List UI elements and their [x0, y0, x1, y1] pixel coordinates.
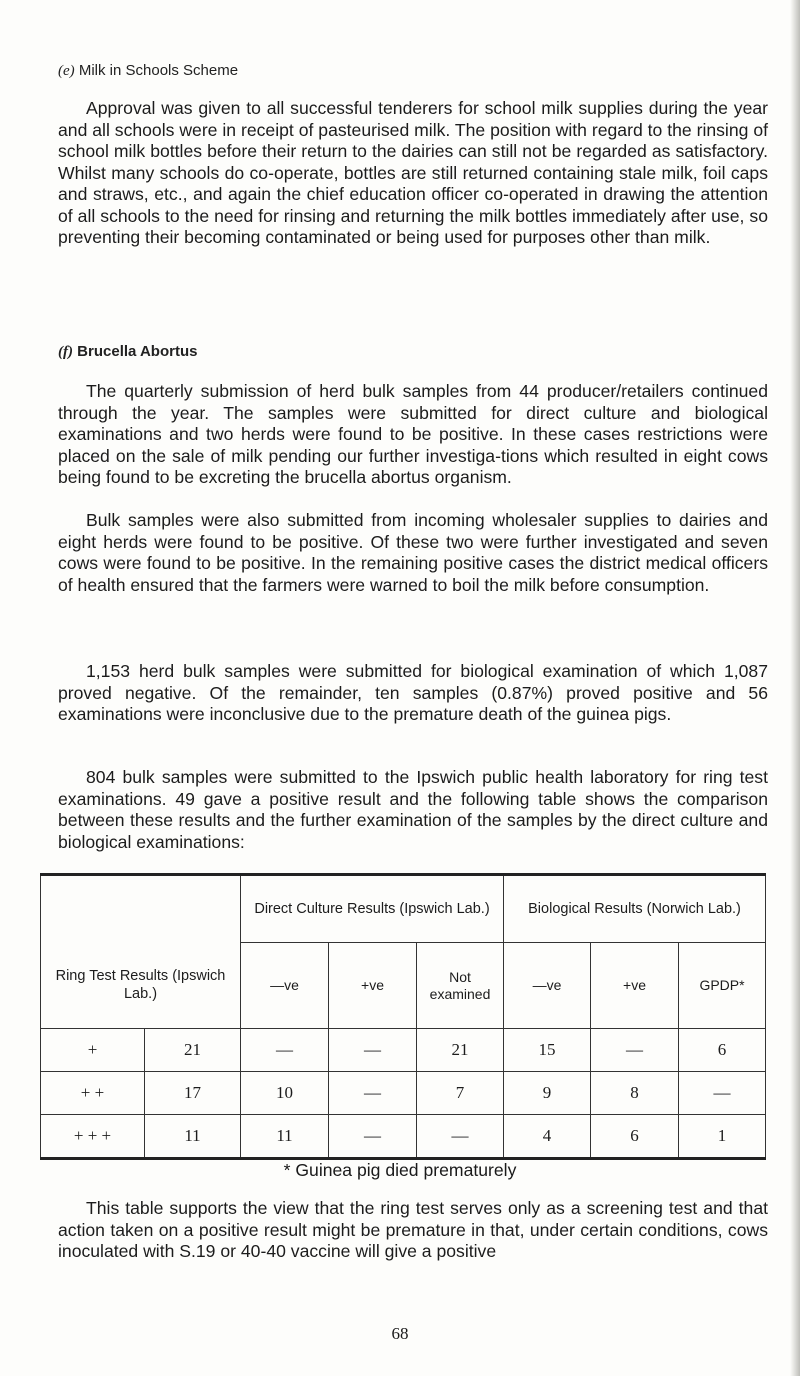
biological-header: Biological Results (Norwich Lab.): [504, 875, 766, 943]
table-cell: —: [329, 1115, 417, 1159]
col-direct-negative: —ve: [241, 943, 329, 1029]
col-direct-not-examined: Not examined: [417, 943, 504, 1029]
ring-test-header: Ring Test Results (Ipswich Lab.): [41, 943, 241, 1029]
brucella-paragraph-2: Bulk samples were also submitted from incoming wholesaler supplies to dairies and eight herds were found to be positive. Of these two were further investigated and seven cows were found to be positive. In the remaining positive cases the district medical officers of health ensured that the farmers were warned to boil the milk before consumption.: [58, 510, 768, 595]
table-cell: 21: [145, 1029, 241, 1072]
table-footnote: * Guinea pig died prematurely: [283, 1160, 517, 1180]
table-cell: 11: [145, 1115, 241, 1159]
section-f-heading: [58, 343, 197, 361]
table-cell: —: [679, 1072, 766, 1115]
table-cell: + +: [41, 1072, 145, 1115]
table-cell: —: [329, 1029, 417, 1072]
table-cell: —: [417, 1115, 504, 1159]
table-cell: 10: [241, 1072, 329, 1115]
table-cell: 1: [679, 1115, 766, 1159]
brucella-paragraph-3: 1,153 herd bulk samples were submitted for biological examination of which 1,087 proved negative. Of the remainder, ten samples (0.87%) proved positive and 56 examinations were inconclusive due to the premature death of the guinea pigs.: [58, 661, 768, 724]
table-cell: 21: [417, 1029, 504, 1072]
table-cell: 6: [679, 1029, 766, 1072]
table-cell: 8: [591, 1072, 679, 1115]
table-cell: 11: [241, 1115, 329, 1159]
brucella-paragraph-1: The quarterly submission of herd bulk samples from 44 producer/retailers continued through the year. The samples were submitted for direct culture and biological examinations and two herds were found to be positive. In these cases restrictions were placed on the sale of milk pending our further investiga-tions which resulted in eight cows being found to be excreting the brucella abortus organism.: [58, 381, 768, 487]
table-cell: —: [591, 1029, 679, 1072]
section-f-title: Brucella Abortus: [77, 343, 198, 360]
table-row: [41, 1072, 766, 1115]
col-bio-positive: +ve: [591, 943, 679, 1029]
col-direct-positive: +ve: [329, 943, 417, 1029]
ring-header-spacer: [41, 875, 241, 943]
brucella-paragraph-4: 804 bulk samples were submitted to the Ipswich public health laboratory for ring test examinations. 49 gave a positive result and the following table shows the comparison between these results and the further examination of the samples by the direct culture and biological examinations:: [58, 767, 768, 852]
col-bio-negative: —ve: [504, 943, 591, 1029]
table-cell: 4: [504, 1115, 591, 1159]
milk-schools-paragraph: Approval was given to all successful tenderers for school milk supplies during the year and all schools were in receipt of pasteurised milk. The position with regard to the rinsing of school milk bottles before their return to the dairies can still not be regarded as satisfactory. Whilst many schools do co-operate, bottles are still returned containing stale milk, foil caps and straws, etc., and again the chief education officer co-operated in drawing the attention of all schools to the need for rinsing and returning the milk bottles immediately after use, so preventing their becoming contaminated or being used for purposes other than milk.: [58, 98, 768, 247]
section-e-heading: [58, 62, 238, 80]
section-f-mark: (f): [58, 344, 73, 360]
table-cell: + + +: [41, 1115, 145, 1159]
section-e-title: Milk in Schools Scheme: [78, 62, 239, 79]
ring-test-comparison-table: [40, 873, 766, 1160]
table-cell: 15: [504, 1029, 591, 1072]
table-row: [41, 1029, 766, 1072]
table-cell: 7: [417, 1072, 504, 1115]
table-cell: +: [41, 1029, 145, 1072]
table-cell: —: [241, 1029, 329, 1072]
closing-paragraph: This table supports the view that the ring test serves only as a screening test and that action taken on a positive result might be premature in that, under certain conditions, cows inoculated with S.19 or 40-40 vaccine will give a positive: [58, 1198, 768, 1261]
section-e-mark: (e): [58, 63, 75, 79]
table-cell: 17: [145, 1072, 241, 1115]
table-cell: 6: [591, 1115, 679, 1159]
table-row: [41, 1115, 766, 1159]
page-number: 68: [391, 1324, 409, 1343]
table-cell: —: [329, 1072, 417, 1115]
table-cell: 9: [504, 1072, 591, 1115]
col-bio-gpdp: GPDP*: [679, 943, 766, 1029]
direct-culture-header: Direct Culture Results (Ipswich Lab.): [241, 875, 504, 943]
